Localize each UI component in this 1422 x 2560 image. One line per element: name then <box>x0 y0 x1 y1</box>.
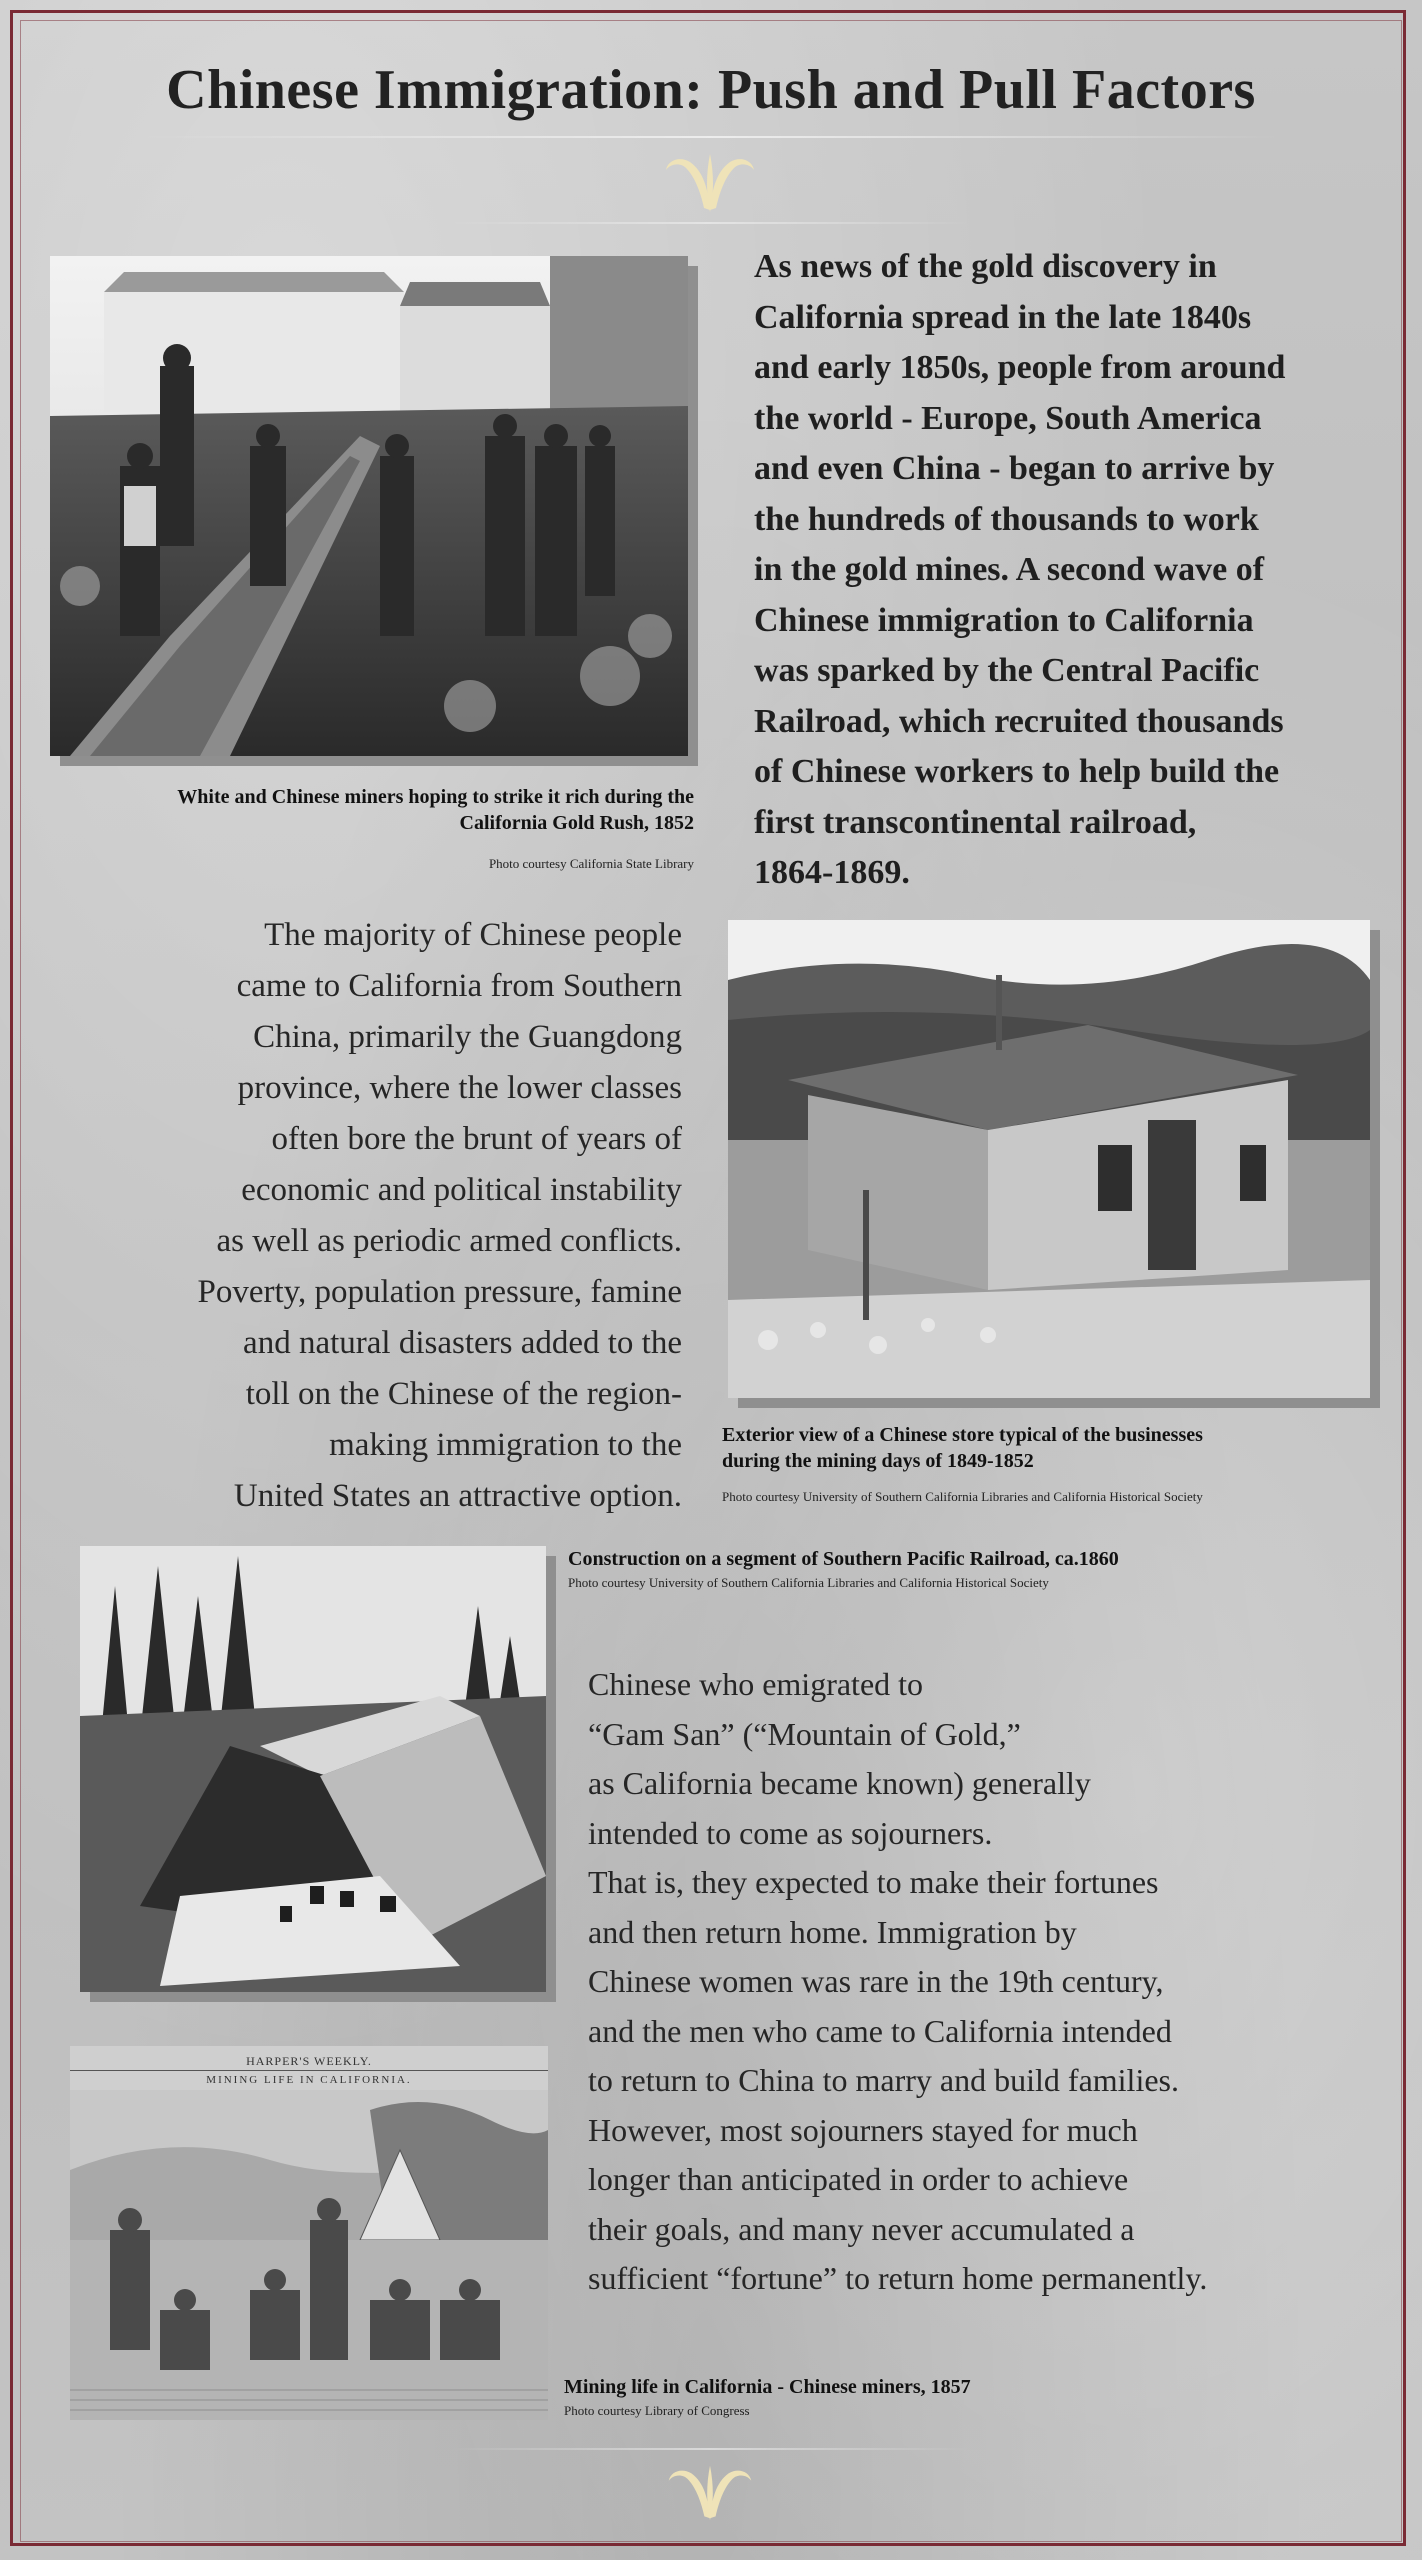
photo1-caption <box>50 784 694 836</box>
photo3-caption: Construction on a segment of Southern Pacific Railroad, ca.1860 <box>568 1548 1119 1570</box>
sojourner-line: and then return home. Immigration by <box>588 1913 1077 1950</box>
photo2-caption-line: during the mining days of 1849-1852 <box>722 1450 1034 1472</box>
photo4-caption: Mining life in California - Chinese miners, 1857 <box>564 2376 971 2398</box>
push-line: and natural disasters added to the <box>243 1325 682 1361</box>
push-line: Poverty, population pressure, famine <box>197 1274 682 1310</box>
sojourner-line: to return to China to marry and build families. <box>588 2062 1179 2098</box>
sojourner-paragraph <box>588 1660 1348 2304</box>
intro-line: and even China - began to arrive by <box>754 450 1275 487</box>
photo1-caption-line: California Gold Rush, 1852 <box>459 812 694 834</box>
fleur-ornament-icon <box>660 150 760 214</box>
sojourner-line: Chinese who emigrated to <box>588 1666 924 1702</box>
intro-line: the world - Europe, South America <box>754 399 1262 437</box>
push-line: China, primarily the Guangdong <box>253 1019 682 1055</box>
sojourner-line: longer than anticipated in order to achieve <box>588 2161 1129 2197</box>
sojourner-line: Chinese women was rare in the 19th century, <box>588 1963 1164 1999</box>
page-title: Chinese Immigration: Push and Pull Factors <box>166 59 1256 121</box>
photo1-credit: Photo courtesy California State Library <box>488 856 694 871</box>
gold-rush-miners-photo <box>50 256 688 756</box>
push-line: came to California from Southern <box>236 968 682 1004</box>
intro-paragraph <box>754 242 1394 899</box>
bottom-divider <box>450 2448 970 2450</box>
intro-line: in the gold mines. A second wave of <box>754 551 1265 588</box>
photo3-credit: Photo courtesy University of Southern California Libraries and California Historical Society <box>568 1575 1049 1590</box>
push-line: The majority of Chinese people <box>264 917 682 953</box>
intro-line: California spread in the late 1840s <box>754 298 1252 336</box>
sojourner-line: That is, they expected to make their fortunes <box>588 1864 1159 1900</box>
push-line: economic and political instability <box>241 1172 682 1208</box>
chinese-store-photo <box>728 920 1370 1398</box>
sojourner-line: “Gam San” (“Mountain of Gold,” <box>588 1715 1021 1752</box>
push-line: United States an attractive option. <box>233 1478 682 1514</box>
sojourner-line: intended to come as sojourners. <box>588 1814 993 1851</box>
push-factors-paragraph <box>80 910 682 1522</box>
title-divider <box>140 136 1280 138</box>
fleur-ornament-icon <box>660 2462 760 2522</box>
sojourner-line: However, most sojourners stayed for much <box>588 2111 1138 2148</box>
engraving-rule <box>70 2070 548 2071</box>
photo4-credit: Photo courtesy Library of Congress <box>564 2403 750 2418</box>
push-line: often bore the brunt of years of <box>271 1121 682 1157</box>
railroad-construction-photo <box>80 1546 546 1992</box>
photo2-caption-line: Exterior view of a Chinese store typical of the businesses <box>722 1424 1203 1446</box>
intro-line: As news of the gold discovery in <box>754 248 1217 285</box>
push-line: province, where the lower classes <box>237 1070 682 1106</box>
sojourner-line: their goals, and many never accumulated a <box>588 2210 1135 2247</box>
intro-line: first transcontinental railroad, <box>754 803 1197 841</box>
push-line: making immigration to the <box>329 1427 682 1463</box>
engraving-subtitle: MINING LIFE IN CALIFORNIA. <box>206 2074 412 2086</box>
intro-line: of Chinese workers to help build the <box>754 753 1280 790</box>
sojourner-line: sufficient “fortune” to return home permanently. <box>588 2260 1208 2296</box>
intro-line: the hundreds of thousands to work <box>754 500 1259 538</box>
harpers-weekly-engraving <box>70 2046 548 2420</box>
push-line: toll on the Chinese of the region- <box>245 1376 682 1412</box>
intro-line: Railroad, which recruited thousands <box>754 702 1284 740</box>
photo1-caption-line: White and Chinese miners hoping to strike it rich during the <box>177 786 694 808</box>
photo2-credit: Photo courtesy University of Southern California Libraries and California Historical Society <box>722 1489 1203 1504</box>
intro-line: Chinese immigration to California <box>754 601 1254 639</box>
engraving-masthead: HARPER'S WEEKLY. <box>246 2054 372 2068</box>
sojourner-line: as California became known) generally <box>588 1765 1091 1801</box>
photo2-caption <box>722 1422 1402 1474</box>
intro-line: 1864-1869. <box>754 854 910 891</box>
sojourner-line: and the men who came to California intended <box>588 2012 1172 2049</box>
push-line: as well as periodic armed conflicts. <box>216 1223 682 1259</box>
intro-line: and early 1850s, people from around <box>754 349 1286 386</box>
ornament-divider <box>450 222 970 224</box>
intro-line: was sparked by the Central Pacific <box>754 652 1260 689</box>
